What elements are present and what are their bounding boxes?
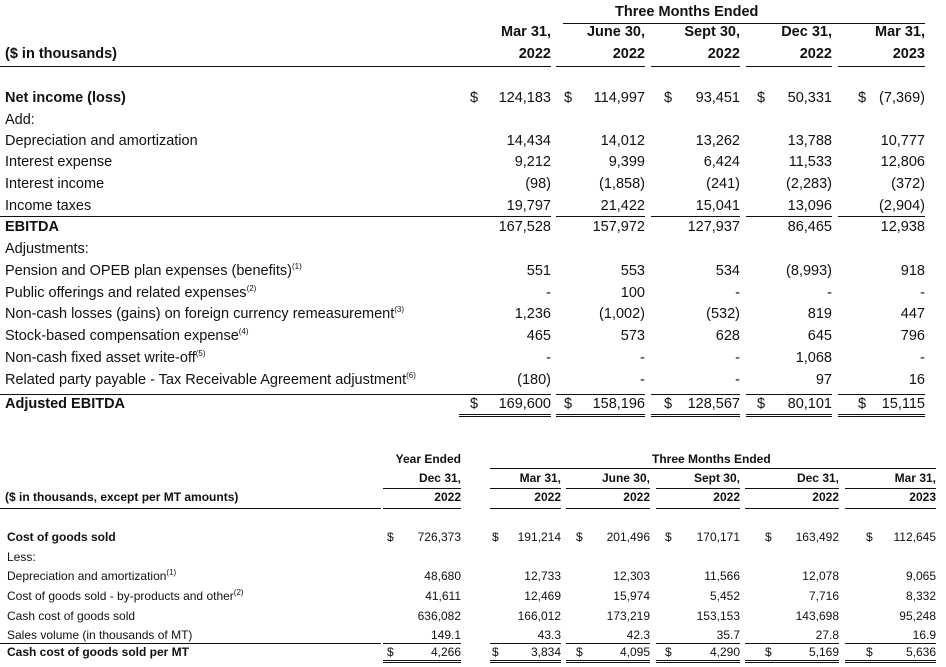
cell-value: 169,600 (498, 396, 551, 412)
cell-value: 13,096 (787, 198, 832, 214)
column-header-line1: June 30, (586, 24, 645, 40)
cell-value: 11,533 (788, 154, 832, 170)
row-label (5, 219, 59, 235)
dollar-sign: $ (866, 530, 873, 544)
cell-value: 8,332 (905, 589, 936, 603)
cell-value: 13,788 (787, 133, 832, 149)
total-rule (566, 643, 650, 644)
row-label (7, 628, 192, 642)
header-rule (745, 508, 839, 509)
cell-value: 5,636 (905, 645, 936, 659)
row-label (5, 176, 104, 192)
double-rule (566, 660, 650, 661)
header-subrule (745, 488, 839, 489)
double-rule (651, 414, 740, 415)
row-label-text: Cash cost of goods sold (7, 609, 136, 623)
cell-value: 12,303 (613, 569, 650, 583)
cell-value: - (546, 285, 551, 301)
cell-value: 19,797 (506, 198, 551, 214)
cell-value: 97 (815, 372, 832, 388)
column-header-year: 2022 (612, 46, 645, 62)
cell-value: 9,065 (905, 569, 936, 583)
column-header-year: 2022 (799, 46, 832, 62)
dollar-sign: $ (765, 645, 772, 659)
cell-value: 86,465 (787, 219, 832, 235)
column-header-line1: Sept 30, (693, 471, 740, 485)
double-rule (845, 662, 936, 663)
cell-value: 7,716 (808, 589, 839, 603)
footnote-marker: (4) (238, 327, 249, 337)
group-header-three-months: Three Months Ended (652, 452, 771, 466)
total-rule (459, 394, 551, 395)
cell-value: 158,196 (592, 396, 645, 412)
year-cell-value: 726,373 (417, 530, 461, 544)
cell-value: 16.9 (912, 628, 936, 642)
double-rule (566, 662, 650, 663)
column-header-line1: Mar 31, (875, 24, 925, 40)
total-rule (0, 394, 459, 395)
cell-value: 447 (900, 306, 925, 322)
cell-value: 12,733 (524, 569, 561, 583)
double-rule (656, 662, 740, 663)
cell-value: 27.8 (815, 628, 839, 642)
header-rule (651, 66, 740, 67)
row-label (5, 133, 198, 149)
row-label-text: Cost of goods sold - by-products and other (7, 589, 234, 603)
cell-value: 4,095 (619, 645, 650, 659)
dollar-sign: $ (757, 90, 766, 106)
double-rule (746, 414, 832, 415)
column-header-year: 2022 (812, 490, 839, 504)
row-label-text: Stock-based compensation expense (5, 328, 239, 344)
row-label (5, 306, 404, 322)
dollar-sign: $ (564, 90, 573, 106)
cell-value: 100 (620, 285, 645, 301)
cell-value: 6,424 (703, 154, 740, 170)
header-rule (838, 66, 925, 67)
row-label-text: Pension and OPEB plan expenses (benefits) (5, 263, 292, 279)
column-header-year: 2022 (518, 46, 551, 62)
cell-value: 12,806 (880, 154, 925, 170)
footnote-marker: (2) (233, 588, 244, 597)
double-rule (651, 416, 740, 417)
group-header-rule (563, 23, 925, 24)
cell-value: 9,399 (608, 154, 645, 170)
row-label (7, 569, 176, 583)
row-label-text: Non-cash losses (gains) on foreign currency remeasurement (5, 306, 395, 322)
row-label (5, 90, 126, 106)
total-rule (490, 643, 561, 644)
cell-value: - (735, 285, 740, 301)
row-label (5, 350, 206, 366)
cell-value: 42.3 (626, 628, 650, 642)
row-label (7, 589, 244, 603)
year-cell-value: 636,082 (417, 609, 461, 623)
cell-value: 5,452 (709, 589, 740, 603)
year-header-line1: Dec 31, (418, 471, 461, 485)
cell-value: 112,645 (893, 530, 936, 544)
cell-value: 918 (900, 263, 925, 279)
column-header-line1: Mar 31, (501, 24, 551, 40)
double-rule (838, 414, 925, 415)
cell-value: (241) (706, 176, 740, 192)
header-subrule (490, 488, 561, 489)
column-header-line1: June 30, (601, 471, 650, 485)
footnote-marker: (5) (195, 349, 206, 359)
cell-value: 10,777 (880, 133, 925, 149)
cell-value: 553 (620, 263, 645, 279)
cell-value: (180) (517, 372, 551, 388)
cell-value: 12,938 (880, 219, 925, 235)
dollar-sign: $ (387, 645, 394, 659)
row-label-text: Adjustments: (5, 241, 89, 257)
cell-value: 191,214 (517, 530, 561, 544)
cell-value: 12,078 (802, 569, 839, 583)
row-label (5, 396, 125, 412)
row-label-text: EBITDA (5, 219, 59, 235)
cell-value: 170,171 (696, 530, 740, 544)
total-rule (838, 394, 925, 395)
total-rule (383, 643, 461, 644)
header-subrule (656, 488, 740, 489)
row-label (7, 609, 135, 623)
total-rule (746, 394, 832, 395)
row-label (5, 241, 89, 257)
total-rule (845, 643, 936, 644)
cell-value: 95,248 (899, 609, 936, 623)
dollar-sign: $ (470, 396, 479, 412)
cell-value: 628 (715, 328, 740, 344)
cell-value: (7,369) (879, 90, 925, 106)
subtotal-rule (0, 216, 459, 217)
cell-value: 1,236 (514, 306, 551, 322)
dollar-sign: $ (866, 645, 873, 659)
year-header-line0: Year Ended (395, 452, 461, 466)
row-label-text: Less: (7, 550, 36, 564)
column-header-year: 2022 (707, 46, 740, 62)
column-header-year: 2023 (909, 490, 936, 504)
year-cell-value: 48,680 (424, 569, 461, 583)
double-rule (383, 660, 461, 661)
cell-value: 9,212 (514, 154, 551, 170)
subtotal-rule (459, 216, 551, 217)
row-label (5, 285, 256, 301)
column-header-line1: Dec 31, (781, 24, 832, 40)
double-rule (459, 414, 551, 415)
double-rule (656, 660, 740, 661)
cell-value: 153,153 (696, 609, 740, 623)
year-cell-value: 41,611 (425, 589, 461, 603)
dollar-sign: $ (576, 530, 583, 544)
cell-value: 128,567 (687, 396, 740, 412)
double-rule (556, 414, 645, 415)
cell-value: 11,566 (704, 569, 740, 583)
row-label (5, 154, 112, 170)
cell-value: - (920, 350, 925, 366)
cell-value: (532) (706, 306, 740, 322)
cell-value: 50,331 (787, 90, 832, 106)
dollar-sign: $ (492, 645, 499, 659)
dollar-sign: $ (757, 396, 766, 412)
cell-value: (2,283) (786, 176, 832, 192)
total-rule (0, 643, 381, 644)
total-rule (556, 394, 645, 395)
cell-value: - (640, 372, 645, 388)
dollar-sign: $ (387, 530, 394, 544)
cell-value: 15,115 (881, 396, 925, 412)
row-label-text: Adjusted EBITDA (5, 396, 126, 412)
row-label-text: Net income (loss) (5, 90, 126, 106)
cell-value: - (640, 350, 645, 366)
group-header-rule (490, 468, 936, 469)
header-rule (459, 66, 551, 67)
row-label-text: Sales volume (in thousands of MT) (7, 628, 193, 642)
row-label-text: Add: (5, 112, 35, 128)
row-label (5, 263, 302, 279)
dollar-sign: $ (576, 645, 583, 659)
dollar-sign: $ (765, 530, 772, 544)
footnote-marker: (2) (246, 284, 257, 294)
total-rule (651, 394, 740, 395)
cell-value: 163,492 (795, 530, 839, 544)
cell-value: 157,972 (592, 219, 645, 235)
cell-value: 173,219 (606, 609, 650, 623)
header-rule (0, 508, 381, 509)
double-rule (746, 416, 832, 417)
cell-value: (8,993) (786, 263, 832, 279)
double-rule (383, 662, 461, 663)
row-label (5, 372, 416, 388)
year-cell-value: 4,266 (430, 645, 461, 659)
double-rule (459, 416, 551, 417)
cell-value: 3,834 (530, 645, 561, 659)
cell-value: 124,183 (498, 90, 551, 106)
double-rule (845, 660, 936, 661)
header-rule (656, 508, 740, 509)
subtotal-rule (651, 216, 740, 217)
total-rule (656, 643, 740, 644)
cell-value: 551 (526, 263, 551, 279)
year-cell-value: 149.1 (430, 628, 461, 642)
header-rule (490, 508, 561, 509)
cell-value: 14,012 (600, 133, 645, 149)
footnote-marker: (6) (406, 371, 416, 381)
cell-value: 166,012 (517, 609, 561, 623)
header-rule (566, 508, 650, 509)
row-label-text: Non-cash fixed asset write-off (5, 350, 196, 366)
row-label (7, 530, 116, 544)
subtotal-rule (556, 216, 645, 217)
cell-value: (2,904) (879, 198, 925, 214)
dollar-sign: $ (665, 645, 672, 659)
row-label (5, 198, 91, 214)
double-rule (490, 662, 561, 663)
cell-value: 80,101 (787, 396, 832, 412)
row-label-text: Cash cost of goods sold per MT (7, 645, 190, 659)
cell-value: 143,698 (795, 609, 839, 623)
cell-value: 796 (900, 328, 925, 344)
cell-value: 93,451 (695, 90, 740, 106)
column-header-line1: Sept 30, (684, 24, 740, 40)
cell-value: (1,002) (599, 306, 645, 322)
cell-value: 43.3 (537, 628, 561, 642)
cell-value: 114,997 (593, 90, 645, 106)
row-label-text: Interest expense (5, 154, 113, 170)
dollar-sign: $ (492, 530, 499, 544)
cell-value: - (546, 350, 551, 366)
row-label-text: Depreciation and amortization (7, 569, 167, 583)
cell-value: 35.7 (716, 628, 740, 642)
column-header-year: 2022 (713, 490, 740, 504)
cell-value: 15,041 (695, 198, 740, 214)
cell-value: 21,422 (600, 198, 645, 214)
subtotal-rule (838, 216, 925, 217)
dollar-sign: $ (664, 396, 673, 412)
cell-value: 15,974 (613, 589, 650, 603)
total-rule (745, 643, 839, 644)
cell-value: 645 (807, 328, 832, 344)
cell-value: 127,937 (687, 219, 740, 235)
cell-value: 14,434 (506, 133, 551, 149)
row-label-text: Public offerings and related expenses (5, 285, 247, 301)
cell-value: (1,858) (599, 176, 645, 192)
cell-value: - (920, 285, 925, 301)
column-header-year: 2022 (623, 490, 650, 504)
year-header-line2: 2022 (434, 490, 461, 504)
cell-value: - (827, 285, 832, 301)
cell-value: 201,496 (606, 530, 650, 544)
dollar-sign: $ (858, 90, 867, 106)
header-rule (746, 66, 832, 67)
header-rule (383, 508, 461, 509)
header-rule (556, 66, 645, 67)
cell-value: (372) (891, 176, 925, 192)
cell-value: 16 (908, 372, 925, 388)
row-label (5, 328, 249, 344)
header-rule (845, 508, 936, 509)
cell-value: 573 (620, 328, 645, 344)
cell-value: 13,262 (695, 133, 740, 149)
cell-value: 167,528 (498, 219, 551, 235)
header-rule (0, 66, 459, 67)
row-label-text: Income taxes (5, 198, 92, 214)
cell-value: 12,469 (524, 589, 561, 603)
column-header-line1: Dec 31, (796, 471, 839, 485)
double-rule (556, 416, 645, 417)
dollar-sign: $ (470, 90, 479, 106)
row-label (7, 645, 189, 659)
cell-value: (98) (525, 176, 551, 192)
footnote-marker: (1) (166, 568, 177, 577)
double-rule (838, 416, 925, 417)
column-header-year: 2022 (534, 490, 561, 504)
cell-value: 534 (715, 263, 740, 279)
column-header-line1: Mar 31, (519, 471, 561, 485)
dollar-sign: $ (665, 530, 672, 544)
cell-value: - (735, 372, 740, 388)
dollar-sign: $ (858, 396, 867, 412)
cell-value: 465 (526, 328, 551, 344)
cell-value: 5,169 (808, 645, 839, 659)
year-header-rule (383, 488, 461, 489)
row-label-text: Related party payable - Tax Receivable Agreement adjustment (5, 372, 407, 388)
footnote-marker: (3) (394, 305, 405, 315)
cell-value: 1,068 (795, 350, 832, 366)
header-subrule (566, 488, 650, 489)
row-label-text: Depreciation and amortization (5, 133, 198, 149)
unit-label: ($ in thousands, except per MT amounts) (5, 490, 239, 504)
row-label (5, 112, 35, 128)
column-header-line1: Mar 31, (894, 471, 936, 485)
double-rule (745, 662, 839, 663)
column-header-year: 2023 (892, 46, 925, 62)
cell-value: - (735, 350, 740, 366)
double-rule (490, 660, 561, 661)
footnote-marker: (1) (291, 262, 302, 272)
double-rule (745, 660, 839, 661)
row-label-text: Cost of goods sold (7, 530, 116, 544)
cell-value: 819 (807, 306, 832, 322)
row-label-text: Interest income (5, 176, 105, 192)
subtotal-rule (746, 216, 832, 217)
row-label (7, 550, 36, 564)
cell-value: 4,290 (709, 645, 740, 659)
group-header-three-months: Three Months Ended (615, 4, 759, 20)
dollar-sign: $ (564, 396, 573, 412)
dollar-sign: $ (664, 90, 673, 106)
header-subrule (845, 488, 936, 489)
unit-label: ($ in thousands) (5, 46, 117, 62)
